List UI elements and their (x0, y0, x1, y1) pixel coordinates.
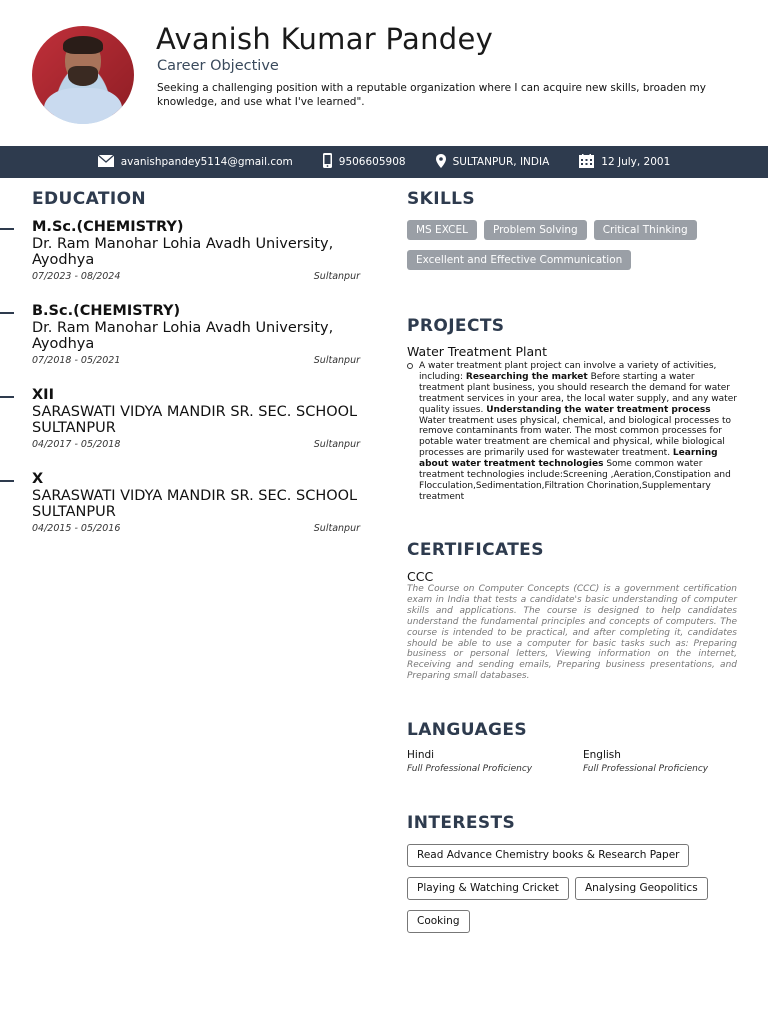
edu-school: Dr. Ram Manohar Lohia Avadh University, Ayodhya (32, 320, 334, 352)
edu-place: Sultanpur (313, 439, 360, 450)
timeline-marker (0, 228, 14, 230)
location-pin-icon (436, 154, 446, 171)
edu-school: Dr. Ram Manohar Lohia Avadh University, Ayodhya (32, 236, 334, 268)
skills-list (407, 220, 737, 270)
language-level: Full Professional Proficiency (583, 764, 709, 774)
certificate-name: CCC (407, 569, 434, 584)
edu-dates: 04/2015 - 05/2016 (32, 523, 121, 534)
edu-degree: B.Sc.(CHEMISTRY) (32, 303, 181, 319)
email-text: avanishpandey5114@gmail.com (120, 156, 293, 168)
timeline-marker (0, 396, 14, 398)
objective-text: Seeking a challenging position with a reputable organization where I can acquire new skills, broaden my knowledge, and use what I've learned". (157, 82, 707, 108)
bullet-circle-icon (407, 363, 413, 369)
edu-school: SARASWATI VIDYA MANDIR SR. SEC. SCHOOL SULTANPUR (32, 488, 358, 520)
candidate-name: Avanish Kumar Pandey (156, 22, 494, 56)
project-description: A water treatment plant project can involve a variety of activities, including: Researching the market Before starting a water treatment plant business, you should research the demand for water treatment services in your area, the local water supply, and any water quality issues. Understanding the water treatment process Water treatment uses physical, chemical, and biological processes to remove contaminants from water. The most common processes for potable water treatment are chemical and physical, while biological processes are primarily used for wastewater treatment. Learning about water treatment technologies Some common water treatment technologies include:Screening ,Aeration,Constipation and Flocculation,Sedimentation,Filtration Chorination,Supplementary treatment (407, 361, 737, 503)
certificate-description: The Course on Computer Concepts (CCC) is a government certification exam in India that tests a candidate's basic understanding of computer skills and applications. The course is designed to help candidates understand the fundamental principles and concepts of computers. The course is intended to be practical, and after completing it, candidates should be able to use a computer for basic tasks such as: Preparing business or personal letters, Viewing information on the internet, Receiving and sending emails, Preparing business presentations, and Preparing small databases. (407, 584, 737, 682)
project-title: Water Treatment Plant (407, 344, 547, 359)
phone-icon (323, 153, 332, 171)
interests-title: INTERESTS (407, 813, 516, 833)
mail-icon (98, 155, 114, 170)
education-item (32, 219, 360, 282)
edu-degree: M.Sc.(CHEMISTRY) (32, 219, 184, 235)
languages-title: LANGUAGES (407, 720, 528, 740)
timeline-marker (0, 480, 14, 482)
calendar-icon (579, 154, 594, 171)
skills-title: SKILLS (407, 189, 476, 209)
interest-tag: Playing & Watching Cricket (407, 877, 569, 900)
timeline-marker (0, 312, 14, 314)
profile-photo (32, 26, 134, 124)
edu-school: SARASWATI VIDYA MANDIR SR. SEC. SCHOOL SULTANPUR (32, 404, 358, 436)
language-name: English (583, 749, 621, 761)
education-item (32, 303, 360, 366)
language-level: Full Professional Proficiency (407, 764, 533, 774)
skill-tag: Excellent and Effective Communication (407, 250, 631, 270)
projects-title: PROJECTS (407, 316, 505, 336)
language-item (407, 749, 532, 774)
skill-tag: Problem Solving (484, 220, 587, 240)
language-name: Hindi (407, 749, 435, 761)
skill-tag: Critical Thinking (594, 220, 697, 240)
location-text: SULTANPUR, INDIA (452, 156, 550, 168)
dob-text: 12 July, 2001 (601, 156, 671, 168)
interest-tag: Read Advance Chemistry books & Research Paper (407, 844, 689, 867)
contact-dob (579, 154, 670, 171)
language-item (583, 749, 708, 774)
education-title: EDUCATION (32, 189, 147, 209)
edu-dates: 04/2017 - 05/2018 (32, 439, 121, 450)
skill-tag: MS EXCEL (407, 220, 477, 240)
interest-tag: Analysing Geopolitics (575, 877, 708, 900)
phone-text: 9506605908 (338, 156, 406, 168)
resume-header (0, 0, 768, 146)
edu-dates: 07/2023 - 08/2024 (32, 271, 121, 282)
edu-degree: X (32, 471, 44, 487)
edu-dates: 07/2018 - 05/2021 (32, 355, 121, 366)
contact-email[interactable] (98, 155, 293, 170)
edu-place: Sultanpur (313, 355, 360, 366)
education-item (32, 471, 360, 534)
objective-title: Career Objective (157, 58, 279, 74)
education-item (32, 387, 360, 450)
contact-phone[interactable] (323, 153, 406, 171)
edu-place: Sultanpur (313, 271, 360, 282)
edu-place: Sultanpur (313, 523, 360, 534)
interest-tag: Cooking (407, 910, 470, 933)
contact-bar (0, 146, 768, 178)
contact-location (436, 154, 550, 171)
certificates-title: CERTIFICATES (407, 540, 544, 560)
edu-degree: XII (32, 387, 54, 403)
